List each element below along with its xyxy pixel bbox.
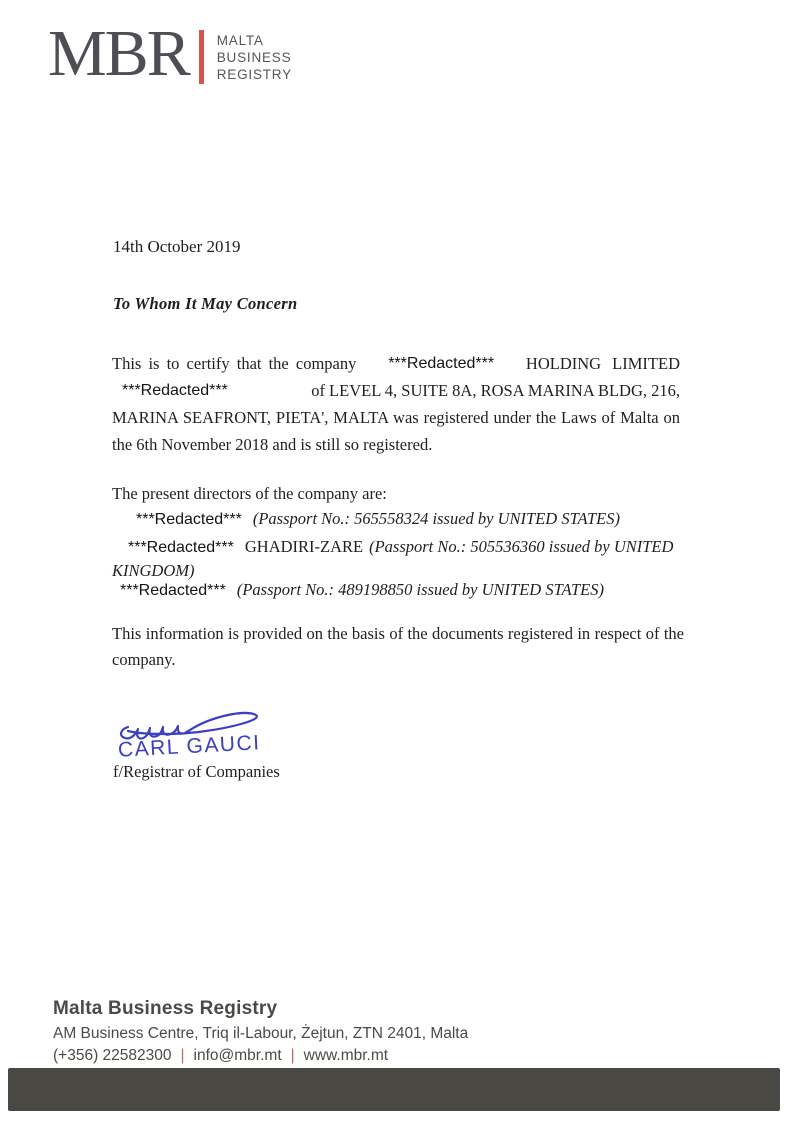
letter-salutation: To Whom It May Concern <box>113 294 298 313</box>
logo-red-divider-bar <box>199 30 204 84</box>
director-passport-detail: (Passport No.: 489198850 issued by UNITED STATES) <box>236 580 604 599</box>
footer-website: www.mbr.mt <box>303 1047 389 1064</box>
logo-word-business: BUSINESS <box>216 49 292 65</box>
signatory-title: f/Registrar of Companies <box>113 762 280 781</box>
certification-text: This is to certify that the company <box>112 354 357 373</box>
footer-separator: | <box>290 1047 295 1064</box>
redaction-label: ***Redacted*** <box>120 582 226 599</box>
company-name-suffix: HOLDING LIMITED <box>525 354 680 373</box>
certification-line-1 <box>112 350 680 377</box>
footer-address: AM Business Centre, Triq il-Labour, Żejtun, ZTN 2401, Malta <box>53 1025 469 1042</box>
director-passport-detail: (Passport No.: 505536360 issued by UNITED <box>369 537 674 556</box>
signatory-printed-name: CARL GAUCI <box>117 731 262 762</box>
director-passport-detail-wrap: KINGDOM) <box>112 561 195 580</box>
company-address-part-1: of LEVEL 4, SUITE 8A, ROSA MARINA BLDG, 216, <box>311 381 680 400</box>
footer-contact-line <box>53 1047 468 1065</box>
footer-organization-name: Malta Business Registry <box>53 998 278 1019</box>
mbr-logo <box>48 18 292 90</box>
registration-date-text: the 6th November 2018 and is still so registered. <box>112 435 433 454</box>
footer-phone: (+356) 22582300 <box>53 1047 172 1064</box>
logo-wordmark <box>217 32 292 83</box>
director-name: GHADIRI-ZARE <box>244 537 364 556</box>
logo-word-registry: REGISTRY <box>216 66 292 82</box>
redaction-label: ***Redacted*** <box>128 539 234 556</box>
certification-paragraph <box>112 350 680 458</box>
director-row <box>112 535 684 582</box>
footer-email: info@mbr.mt <box>193 1047 282 1064</box>
footer-separator: | <box>180 1047 185 1064</box>
redaction-label: ***Redacted*** <box>136 511 242 528</box>
company-address-part-2: MARINA SEAFRONT, PIETA', MALTA was registered under the Laws of Malta on <box>112 408 680 427</box>
closing-paragraph: This information is provided on the basis of the documents registered in respect of the company. <box>112 624 684 669</box>
director-row <box>112 578 684 602</box>
logo-word-malta: MALTA <box>216 32 264 48</box>
redaction-label: ***Redacted*** <box>122 382 228 399</box>
director-row <box>112 507 684 531</box>
director-passport-detail: (Passport No.: 565558324 issued by UNITED STATES) <box>252 509 620 528</box>
redaction-label: ***Redacted*** <box>388 355 495 372</box>
directors-heading: The present directors of the company are: <box>112 484 387 503</box>
scan-artifact-bar <box>8 1068 780 1111</box>
certification-line-2 <box>112 377 680 404</box>
letter-date: 14th October 2019 <box>113 237 241 256</box>
page-footer <box>53 998 468 1065</box>
mbr-logo-abbreviation: MBR <box>48 17 189 90</box>
